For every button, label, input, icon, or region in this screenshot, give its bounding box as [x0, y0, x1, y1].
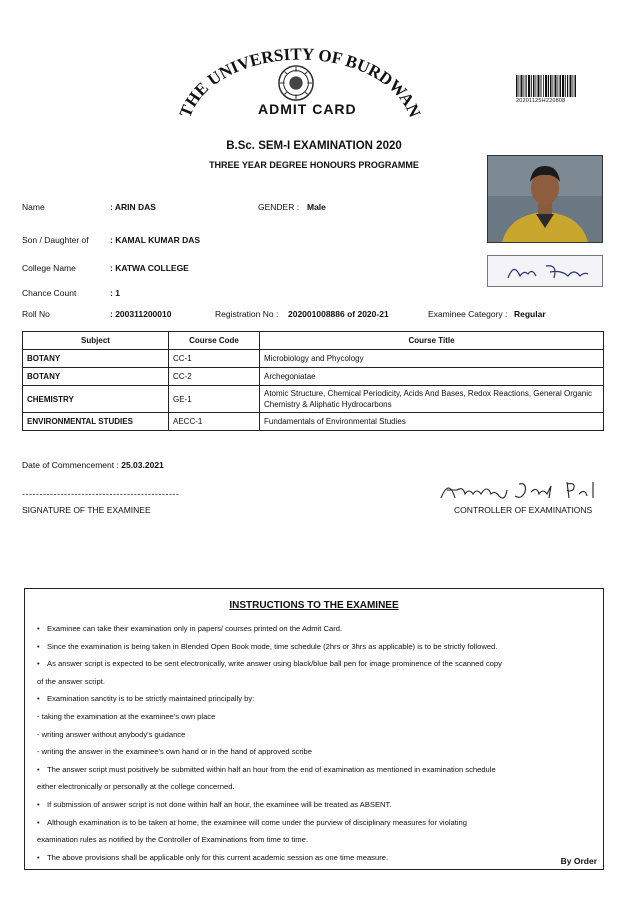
candidate-signature-box — [487, 255, 603, 287]
code-cell: AECC-1 — [169, 413, 260, 431]
instruction-text: Although examination is to be taken at home, the examinee will come under the purview of disciplinary measures for violating — [47, 817, 467, 827]
bullet-icon: • — [37, 852, 40, 862]
registration-label: Registration No : — [215, 309, 279, 319]
instructions-title: INSTRUCTIONS TO THE EXAMINEE — [229, 600, 399, 611]
instruction-text: Examination sanctity is to be strictly maintained principally by: — [47, 694, 255, 704]
instruction-line — [37, 620, 597, 638]
by-order-label: By Order — [560, 856, 597, 866]
title-cell: Archegoniatae — [260, 368, 604, 386]
instruction-line — [37, 638, 597, 656]
instruction-text: - writing the answer in the examinee's own hand or in the hand of approved scribe — [37, 747, 312, 757]
person-photo-icon — [488, 156, 602, 242]
subject-cell: BOTANY — [23, 350, 169, 368]
code-cell: CC-2 — [169, 368, 260, 386]
category-value: Regular — [514, 309, 546, 319]
college-value: : KATWA COLLEGE — [110, 263, 189, 273]
column-header: Subject — [23, 332, 169, 350]
instruction-text: examination rules as notified by the Controller of Examinations from time to time. — [37, 835, 308, 845]
controller-label: CONTROLLER OF EXAMINATIONS — [454, 505, 593, 515]
university-seal-icon — [277, 64, 315, 102]
table-row — [23, 413, 604, 431]
roll-label: Roll No — [22, 309, 50, 319]
instruction-text: The answer script must positively be submitted within half an hour from the end of examination as mentioned in examination schedule — [47, 764, 496, 774]
instruction-line — [37, 849, 597, 867]
code-cell: CC-1 — [169, 350, 260, 368]
bullet-icon: • — [37, 764, 40, 774]
title-cell: Fundamentals of Environmental Studies — [260, 413, 604, 431]
commencement-label: Date of Commencement : — [22, 460, 119, 470]
table-row — [23, 350, 604, 368]
bullet-icon: • — [37, 641, 40, 651]
exam-title: B.Sc. SEM-I EXAMINATION 2020 — [226, 140, 402, 152]
title-cell: Atomic Structure, Chemical Periodicity, Acids And Bases, Redox Reactions, General Organic Chemistry & Aliphatic Hydrocarbons — [260, 386, 604, 413]
instruction-line — [37, 743, 597, 761]
instruction-line — [37, 655, 597, 673]
commencement-value: 25.03.2021 — [121, 460, 164, 470]
bullet-icon: • — [37, 694, 40, 704]
instruction-text: If submission of answer script is not done within half an hour, the examinee will be treated as ABSENT. — [47, 799, 392, 809]
name-value: : ARIN DAS — [110, 202, 156, 212]
instruction-text: Since the examination is being taken in Blended Open Book mode, time schedule (2hrs or 3hrs as applicable) is to be strictly followed. — [47, 641, 498, 651]
instruction-text: of the answer script. — [37, 676, 105, 686]
bullet-icon: • — [37, 624, 40, 633]
instruction-text: As answer script is expected to be sent electronically, write answer using black/blue ball pen for image prominence of the scanned copy — [47, 659, 502, 669]
barcode-icon — [516, 75, 576, 97]
bullet-icon: • — [37, 659, 40, 669]
subject-cell: CHEMISTRY — [23, 386, 169, 413]
instruction-line — [37, 796, 597, 814]
candidate-photo — [487, 155, 603, 243]
instruction-text: The above provisions shall be applicable only for this current academic session as one time measure. — [47, 852, 389, 862]
college-label: College Name — [22, 263, 76, 273]
code-cell: GE-1 — [169, 386, 260, 413]
candidate-signature-image — [488, 256, 602, 286]
registration-value: 202001008886 of 2020-21 — [288, 309, 389, 319]
instruction-line — [37, 778, 597, 796]
category-label: Examinee Category : — [428, 309, 508, 319]
instruction-line — [37, 673, 597, 691]
university-name: THE UNIVERSITY OF BURDWAN — [175, 44, 425, 121]
instruction-text: Examinee can take their examination only in papers/ courses printed on the Admit Card. — [47, 624, 343, 633]
instruction-text: either electronically or personally at the college concerned. — [37, 782, 235, 792]
instruction-line — [37, 831, 597, 849]
subject-cell: BOTANY — [23, 368, 169, 386]
signature-line: --------------------------------------------- — [22, 489, 180, 499]
instruction-line — [37, 814, 597, 832]
name-label: Name — [22, 202, 45, 212]
examinee-signature-label: SIGNATURE OF THE EXAMINEE — [22, 505, 151, 515]
table-row — [23, 368, 604, 386]
table-header-row — [23, 332, 604, 350]
column-header: Course Title — [260, 332, 604, 350]
courses-table — [22, 331, 604, 431]
barcode-number: 20201125H220808 — [516, 98, 566, 104]
admit-card-heading: ADMIT CARD — [258, 101, 357, 117]
instructions-box — [24, 588, 604, 870]
roll-value: : 200311200010 — [110, 309, 172, 319]
title-cell: Microbiology and Phycology — [260, 350, 604, 368]
parent-label: Son / Daughter of — [22, 235, 89, 245]
bullet-icon: • — [37, 799, 40, 809]
subject-cell: ENVIRONMENTAL STUDIES — [23, 413, 169, 431]
instruction-line — [37, 690, 597, 708]
parent-value: : KAMAL KUMAR DAS — [110, 235, 201, 245]
instruction-text: - taking the examination at the examinee's own place — [37, 711, 216, 721]
gender-label: GENDER : — [258, 202, 300, 212]
instruction-text: - writing answer without anybody's guidance — [37, 729, 186, 739]
chance-count-label: Chance Count — [22, 288, 77, 298]
bullet-icon: • — [37, 817, 40, 827]
instruction-line — [37, 726, 597, 744]
programme-title: THREE YEAR DEGREE HONOURS PROGRAMME — [209, 160, 419, 170]
instruction-line — [37, 708, 597, 726]
gender-value: Male — [307, 202, 326, 212]
table-row — [23, 386, 604, 413]
chance-count-value: : 1 — [110, 288, 120, 298]
column-header: Course Code — [169, 332, 260, 350]
commencement-date — [22, 460, 164, 470]
instructions-list — [37, 620, 597, 866]
controller-signature-image — [435, 476, 605, 504]
instruction-line — [37, 761, 597, 779]
